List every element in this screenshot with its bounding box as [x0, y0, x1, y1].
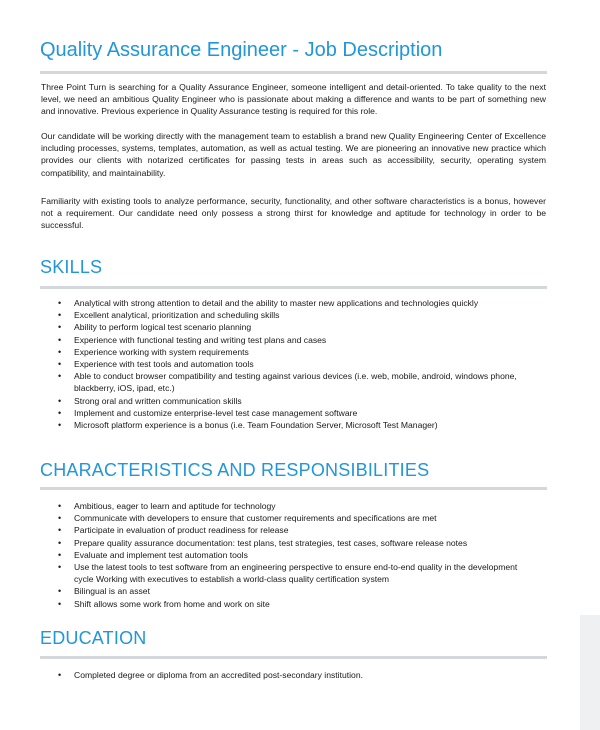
list-item: • Microsoft platform experience is a bonus (i.e. Team Foundation Server, Microsoft Test Manager) — [58, 419, 538, 431]
intro-paragraph-2: Our candidate will be working directly with the management team to establish a brand new Quality Engineering Center of Excellence including processes, systems, templates, automation, as well as actual testing. We are pioneering an innovative new practice which provides our clients with notarized certificates for passing tests in areas such as accessibility, security, operating system compatibility, and maintainability. — [41, 131, 546, 178]
list-item: • Experience with functional testing and writing test plans and cases — [58, 334, 538, 346]
list-item: • Bilingual is an asset — [58, 585, 538, 597]
list-item: • Experience with test tools and automation tools — [58, 358, 538, 370]
list-item: • Prepare quality assurance documentation: test plans, test strategies, test cases, software release notes — [58, 537, 538, 549]
intro-paragraph-3: Familiarity with existing tools to analyze performance, security, functionality, and other software characteristics is a bonus, however not a requirement. Our candidate need only possess a strong thirst for knowledge and aptitude for technology in order to be successful. — [41, 196, 546, 231]
characteristics-list — [58, 500, 538, 610]
characteristics-heading: CHARACTERISTICS AND RESPONSIBILITIES — [40, 460, 430, 480]
list-item: • Analytical with strong attention to detail and the ability to master new applications and technologies quickly — [58, 297, 538, 309]
education-list — [58, 669, 538, 681]
intro-paragraph-1: Three Point Turn is searching for a Quality Assurance Engineer, someone intelligent and detail-oriented. To take quality to the next level, we need an ambitious Quality Engineer who is passionate about making a difference and wants to be part of something new and innovative. Previous experience in Quality Assurance testing is required for this role. — [41, 82, 546, 117]
title-divider — [40, 71, 547, 74]
list-item: • Able to conduct browser compatibility and testing against various devices (i.e. web, mobile, android, windows phone, blackberry, iOS, ipad, etc.) — [58, 370, 538, 394]
list-item: • Use the latest tools to test software from an engineering perspective to ensure end-to-end quality in the development cycle Working with executives to establish a world-class quality certification system — [58, 561, 538, 585]
education-heading: EDUCATION — [40, 628, 147, 648]
list-item: • Ambitious, eager to learn and aptitude for technology — [58, 500, 538, 512]
skills-heading: SKILLS — [40, 257, 103, 277]
list-item: • Strong oral and written communication skills — [58, 395, 538, 407]
education-divider — [40, 656, 547, 659]
list-item: • Communicate with developers to ensure that customer requirements and specifications are met — [58, 512, 538, 524]
list-item: • Implement and customize enterprise-level test case management software — [58, 407, 538, 419]
list-item: • Shift allows some work from home and work on site — [58, 598, 538, 610]
list-item: • Participate in evaluation of product readiness for release — [58, 524, 538, 536]
list-item: • Ability to perform logical test scenario planning — [58, 321, 538, 333]
list-item: • Excellent analytical, prioritization and scheduling skills — [58, 309, 538, 321]
characteristics-divider — [40, 487, 547, 490]
list-item: • Experience working with system requirements — [58, 346, 538, 358]
scrollbar-track[interactable] — [580, 615, 600, 730]
list-item: • Evaluate and implement test automation tools — [58, 549, 538, 561]
skills-divider — [40, 286, 547, 289]
page-title: Quality Assurance Engineer - Job Description — [40, 39, 443, 61]
list-item: • Completed degree or diploma from an accredited post-secondary institution. — [58, 669, 538, 681]
skills-list — [58, 297, 538, 431]
